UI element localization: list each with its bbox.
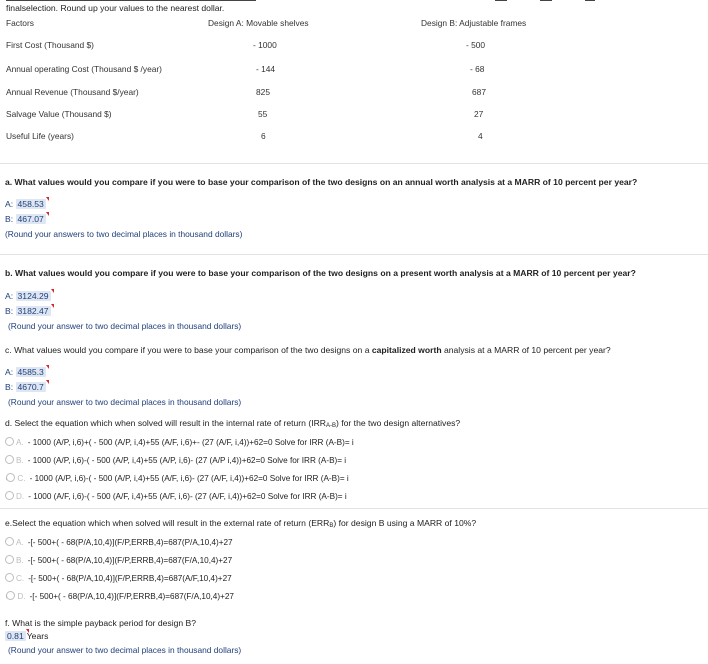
- option-letter: C.: [16, 574, 25, 583]
- table-header-factors: Factors: [6, 18, 34, 28]
- incorrect-flag-icon: [46, 197, 49, 201]
- option-text: - 1000 (A/F, i,6)-( - 500 (A/F, i,4)+55 (A/F, i,6)- (27 (A/F, i,4))+62=0 Solve for IRR (A-B)= i: [28, 492, 347, 501]
- answer-value: 467.07: [17, 214, 44, 224]
- option-b[interactable]: [5, 555, 232, 565]
- option-text: -[- 500+( - 68(P/A,10,4)](F/P,ERRB,4)=687(F/A,10,4)+27: [27, 556, 233, 565]
- radio-icon[interactable]: [6, 473, 15, 482]
- table-row-a: - 1000: [253, 40, 277, 50]
- answer-label: A:: [5, 367, 14, 377]
- intro-text: finalselection. Round up your values to the nearest dollar.: [6, 3, 225, 13]
- question-subscript: B: [329, 523, 334, 529]
- incorrect-flag-icon: [46, 212, 49, 216]
- option-text: -[- 500+( - 68(P/A,10,4)](F/P,ERRB,4)=687(A/F,10,4)+27: [28, 574, 232, 583]
- option-c[interactable]: [5, 473, 349, 484]
- question-text: c. What values would you compare if you were to base your comparison of the two designs on a: [5, 345, 372, 355]
- question-text: analysis at a MARR of 10 percent per year?: [441, 345, 611, 355]
- answer-value: 458.53: [17, 199, 44, 209]
- table-row-a: 825: [256, 87, 270, 97]
- option-letter: D.: [17, 592, 26, 601]
- table-row-a: 55: [258, 109, 268, 119]
- answer-field[interactable]: [16, 382, 46, 392]
- incorrect-flag-icon: [51, 304, 54, 308]
- radio-icon[interactable]: [5, 455, 14, 464]
- answer-value: 3124.29: [17, 291, 49, 301]
- option-letter: A.: [16, 438, 24, 447]
- table-row-a: - 144: [256, 64, 276, 74]
- question-subscript: A-B: [326, 423, 337, 429]
- incorrect-flag-icon: [46, 380, 49, 384]
- table-row-b: 27: [474, 109, 484, 119]
- section-divider: [0, 508, 708, 509]
- radio-icon[interactable]: [6, 591, 15, 600]
- question-text: ) for the two design alternatives?: [336, 418, 461, 428]
- incorrect-flag-icon: [26, 629, 29, 633]
- table-row-a: 6: [261, 131, 266, 141]
- rounding-note: (Round your answers to two decimal places in thousand dollars): [5, 229, 243, 239]
- question-a: [5, 177, 637, 187]
- table-row-b: - 68: [470, 64, 485, 74]
- option-b[interactable]: [5, 455, 346, 465]
- radio-icon[interactable]: [5, 537, 14, 546]
- answer-label: A:: [5, 291, 14, 301]
- answer-b-row: [5, 382, 46, 392]
- option-text: - 1000 (A/P, i,6)-( - 500 (A/P, i,4)+55 (A/F, i,6)- (27 (A/F, i,4))+62=0 Solve for IRR (A-B)= i: [29, 474, 349, 483]
- rounding-note: (Round your answer to two decimal places in thousand dollars): [8, 397, 242, 407]
- answer-field[interactable]: [5, 631, 26, 641]
- option-d[interactable]: [5, 491, 347, 501]
- table-row-factor: First Cost (Thousand $): [6, 40, 94, 50]
- radio-icon[interactable]: [5, 491, 14, 500]
- table-row-factor: Useful Life (years): [6, 131, 74, 141]
- option-text: - 1000 (A/P, i,6)+( - 500 (A/P, i,4)+55 (A/F, i,6)+- (27 (A/F, i,4))+62=0 Solve for IRR (A-B)= i: [27, 438, 354, 447]
- option-text: -[- 500+( - 68(P/A,10,4)](F/P,ERRB,4)=687(F/A,10,4)+27: [29, 592, 234, 601]
- question-f: f. What is the simple payback period for design B?: [5, 618, 197, 628]
- answer-a-row: [5, 291, 51, 301]
- rounding-note: (Round your answer to two decimal places in thousand dollars): [8, 321, 242, 331]
- table-row-factor: Annual Revenue (Thousand $/year): [6, 87, 139, 97]
- incorrect-flag-icon: [51, 289, 54, 293]
- section-divider: [0, 163, 708, 164]
- answer-label: A:: [5, 199, 14, 209]
- question-b: [5, 268, 636, 278]
- option-letter: D.: [16, 492, 25, 501]
- rounding-note: (Round your answer to two decimal places in thousand dollars): [8, 645, 242, 655]
- question-text: d. Select the equation which when solved will result in the internal rate of return (IRR: [5, 418, 326, 428]
- table-row-factor: Annual operating Cost (Thousand $ /year): [6, 64, 162, 74]
- question-c: [5, 345, 611, 355]
- option-text: -[- 500+( - 68(P/A,10,4)](F/P,ERRB,4)=687(P/A,10,4)+27: [27, 538, 233, 547]
- table-row-b: - 500: [466, 40, 486, 50]
- incorrect-flag-icon: [46, 365, 49, 369]
- option-letter: A.: [16, 538, 24, 547]
- question-text: analysis at a MARR of 10 percent per year?: [457, 268, 636, 278]
- question-text: b. What values would you compare if you were to base your comparison of the two designs on a: [5, 268, 401, 278]
- option-c[interactable]: [5, 573, 232, 583]
- radio-icon[interactable]: [5, 573, 14, 582]
- answer-label: B:: [5, 306, 14, 316]
- answer-field[interactable]: [16, 214, 46, 224]
- question-e: [5, 518, 476, 529]
- question-a-text: a. What values would you compare if you were to base your comparison of the two designs on an annual worth analysis at a MARR of 10 percent per year?: [5, 177, 638, 187]
- option-a[interactable]: [5, 537, 233, 547]
- question-text: ) for design B using a MARR of 10%?: [333, 518, 477, 528]
- option-letter: B.: [16, 456, 24, 465]
- option-text: - 1000 (A/P, i,6)-( - 500 (A/P, i,4)+55 (A/P, i,6)- (27 (A/P i,4))+62=0 Solve for IRR (A-B)= i: [27, 456, 347, 465]
- answer-value: 3182.47: [17, 306, 49, 316]
- question-d: [5, 418, 460, 429]
- answer-field[interactable]: [16, 367, 46, 377]
- table-header-design-a: Design A: Movable shelves: [208, 18, 309, 28]
- section-divider: [0, 254, 708, 255]
- radio-icon[interactable]: [5, 555, 14, 564]
- answer-field[interactable]: [16, 306, 51, 316]
- answer-a-row: [5, 367, 46, 377]
- table-row-b: 4: [478, 131, 483, 141]
- answer-b-row: [5, 306, 51, 316]
- answer-value: 4585.3: [17, 367, 44, 377]
- question-text: e.Select the equation which when solved will result in the external rate of return (ERR: [5, 518, 330, 528]
- payback-answer-row: [5, 631, 48, 641]
- answer-label: B:: [5, 214, 14, 224]
- table-row-factor: Salvage Value (Thousand $): [6, 109, 112, 119]
- option-a[interactable]: [5, 437, 354, 447]
- question-bold: capitalized worth: [371, 345, 442, 355]
- table-header-design-b: Design B: Adjustable frames: [421, 18, 527, 28]
- option-letter: C.: [17, 474, 26, 483]
- option-letter: B.: [16, 556, 24, 565]
- table-row-b: 687: [472, 87, 486, 97]
- answer-value: 0.81: [7, 631, 24, 641]
- answer-a-row: [5, 199, 46, 209]
- answer-value: 4670.7: [17, 382, 44, 392]
- radio-icon[interactable]: [5, 437, 14, 446]
- option-d[interactable]: [5, 591, 234, 602]
- answer-field[interactable]: [16, 199, 46, 209]
- answer-field[interactable]: [16, 291, 51, 301]
- answer-unit: Years: [26, 631, 49, 641]
- question-bold: present worth: [400, 268, 458, 278]
- answer-label: B:: [5, 382, 14, 392]
- answer-b-row: [5, 214, 46, 224]
